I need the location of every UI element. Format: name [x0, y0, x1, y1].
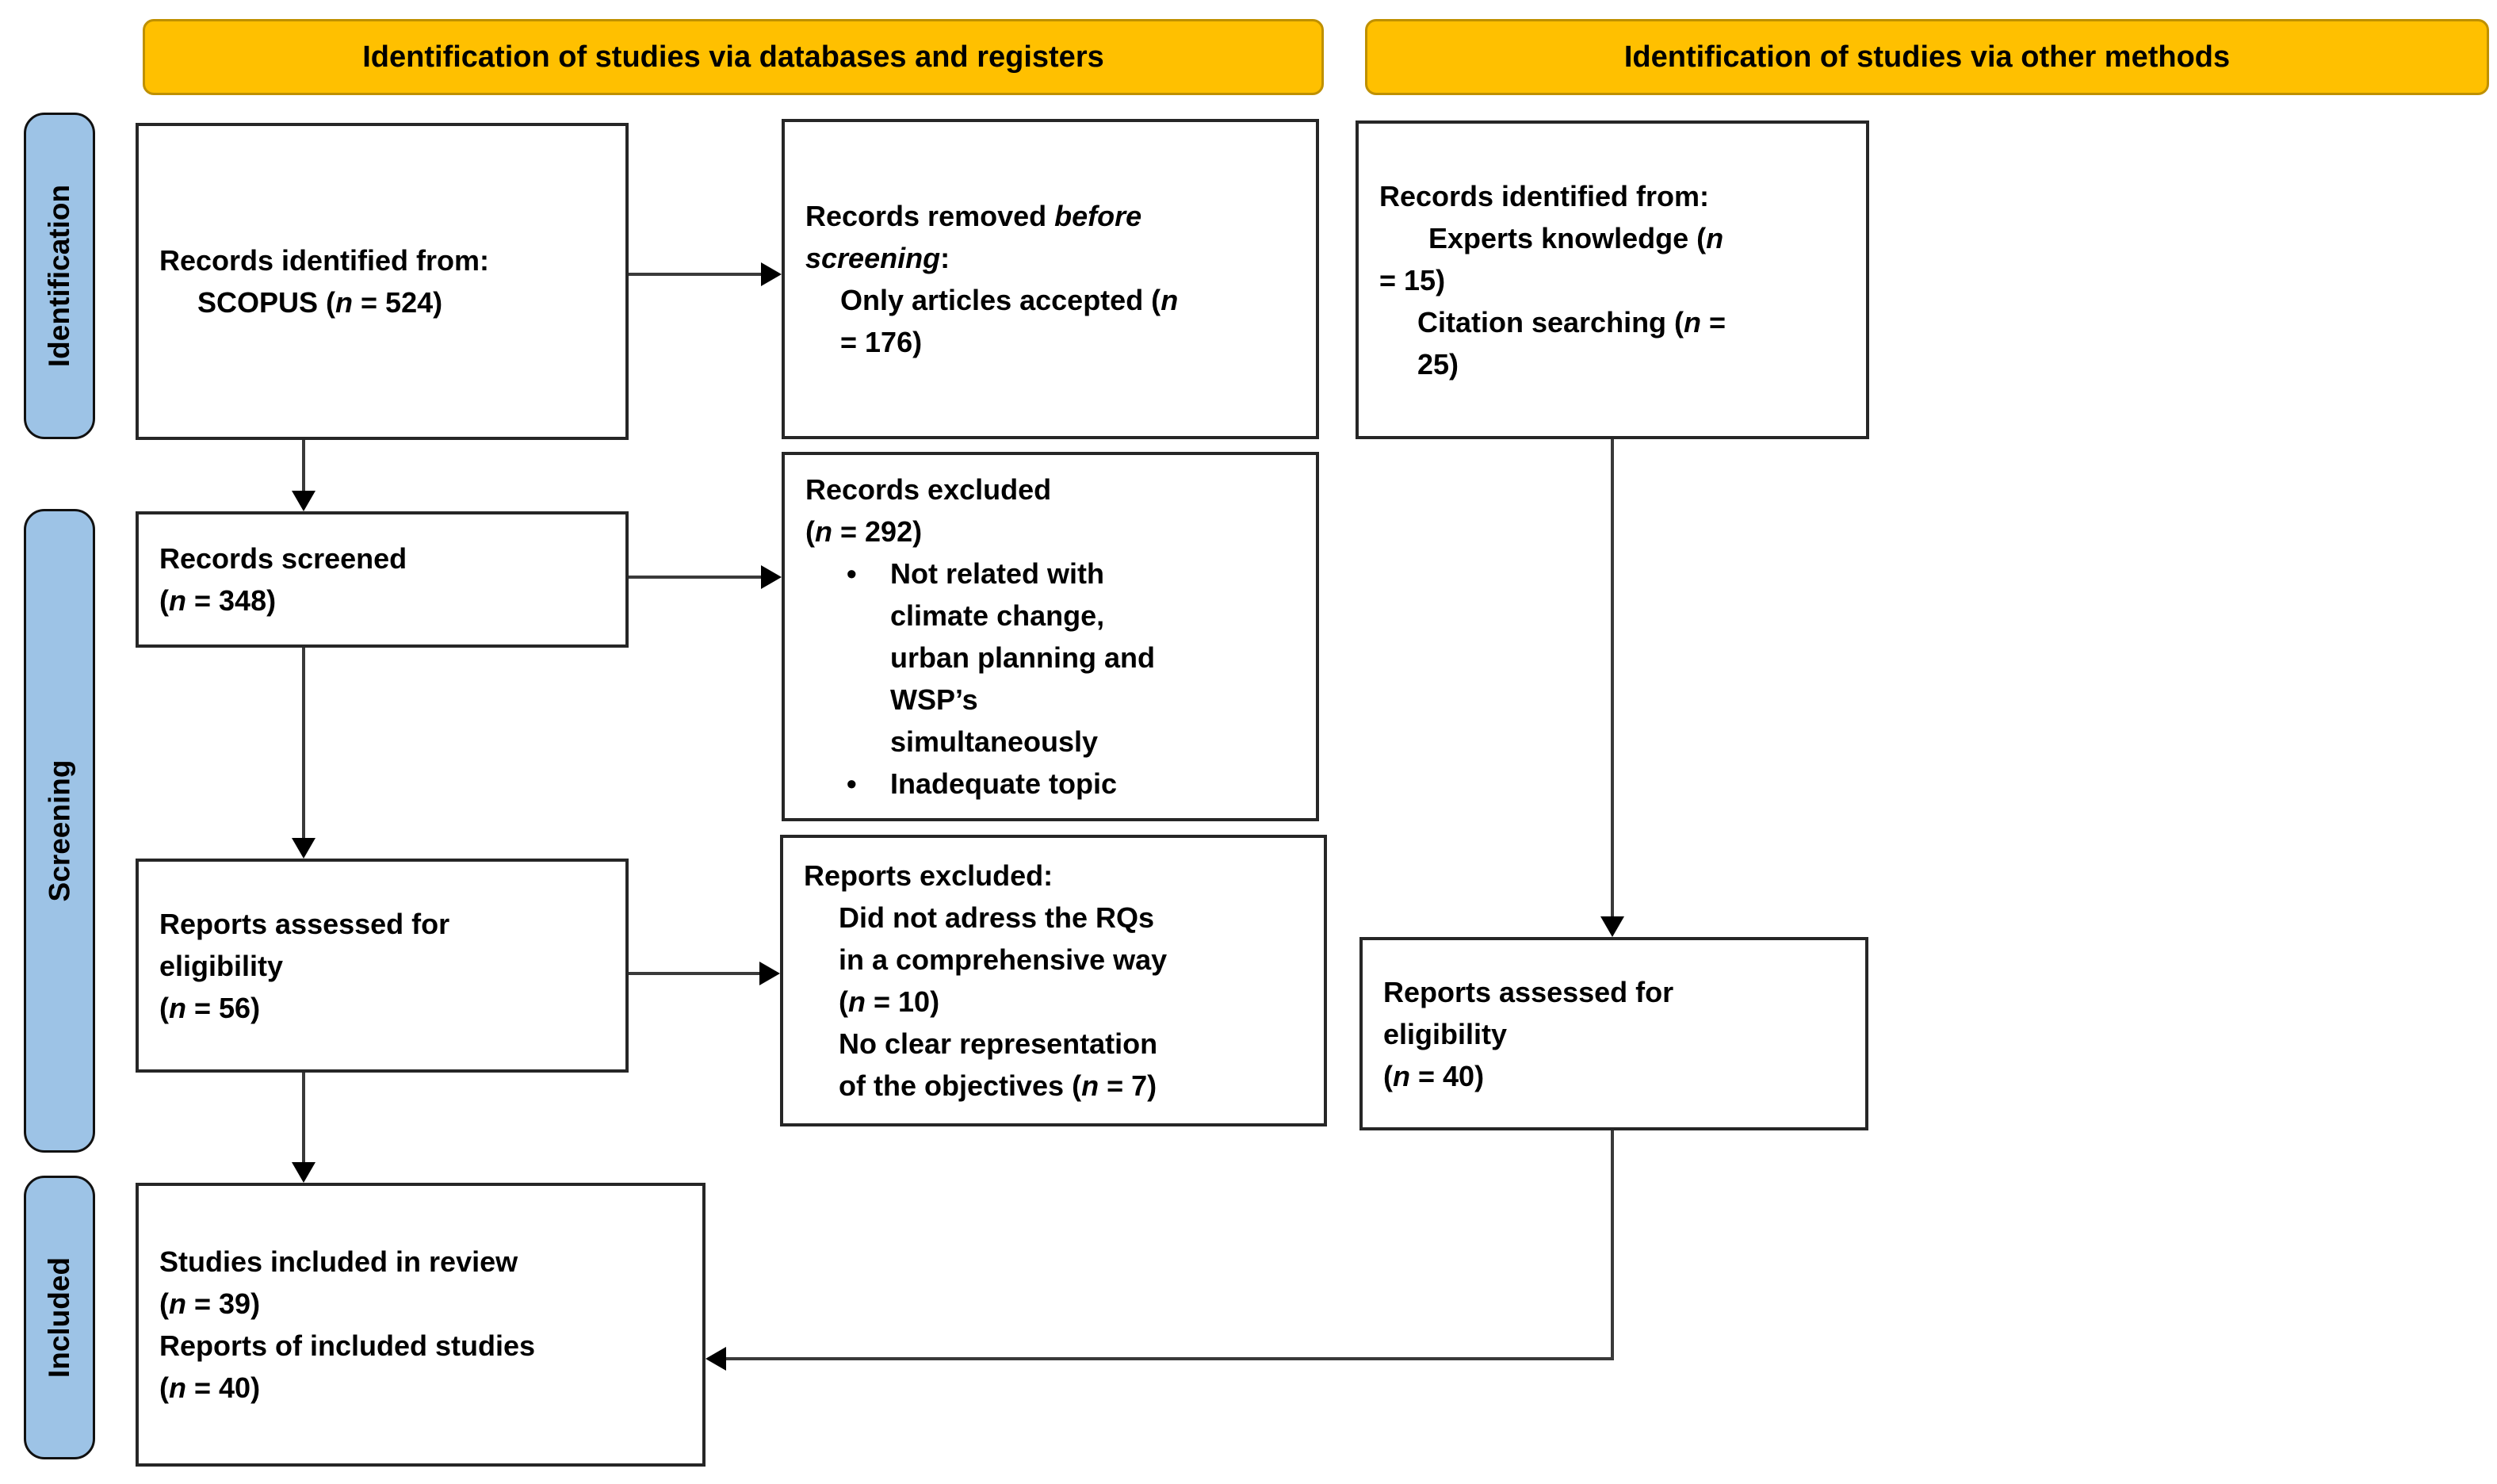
- text-line: of the objectives (n = 7): [839, 1069, 1157, 1102]
- text-line: WSP’s: [890, 683, 978, 716]
- box-records-identified-other: [1356, 120, 1869, 439]
- text-line: Reports assessed for: [1383, 975, 1674, 1008]
- text-line: screening:: [805, 242, 950, 274]
- box-reports-assessed-databases: [136, 859, 629, 1073]
- box-records-removed-before-screening: [782, 119, 1319, 439]
- text-line: Records excluded: [805, 473, 1052, 506]
- text-line: (n = 292): [805, 515, 923, 548]
- sidebar-identification: [24, 113, 95, 439]
- bullet-text: Not related with: [890, 557, 1105, 590]
- sidebar-screening-label: Screening: [43, 759, 75, 902]
- text-line: urban planning and: [890, 641, 1155, 674]
- text-line: Experts knowledge (n: [1428, 221, 1724, 254]
- text-line: SCOPUS (n = 524): [197, 286, 443, 319]
- box-records-screened: [136, 511, 629, 648]
- column-header-other-methods: [1365, 19, 2489, 95]
- box-records-identified-databases: [136, 123, 629, 440]
- text-line: 25): [1417, 347, 1459, 381]
- text-line: Records identified from:: [159, 244, 490, 277]
- text-line: Reports excluded:: [804, 859, 1053, 892]
- text-line: Records screened: [159, 542, 407, 575]
- text-line: in a comprehensive way: [839, 943, 1168, 976]
- sidebar-included: [24, 1176, 95, 1459]
- text-line: (n = 40): [159, 1371, 261, 1404]
- text-line: No clear representation: [839, 1027, 1158, 1060]
- box-reports-assessed-other: [1359, 937, 1868, 1130]
- text-line: Only articles accepted (n: [840, 284, 1179, 316]
- column-header-other-methods-label: Identification of studies via other methods: [1623, 40, 2231, 74]
- text-line: Records identified from:: [1379, 179, 1710, 212]
- text-line: Did not adress the RQs: [839, 901, 1155, 934]
- text-line: climate change,: [890, 599, 1105, 632]
- sidebar-included-label: Included: [43, 1256, 75, 1379]
- text-line: Studies included in review: [159, 1245, 518, 1278]
- box-studies-included: [136, 1183, 706, 1467]
- box-records-excluded: [782, 452, 1319, 821]
- text-line: = 15): [1379, 263, 1446, 296]
- text-line: (n = 348): [159, 584, 277, 617]
- text-line: simultaneously: [890, 725, 1099, 758]
- text-line: Reports of included studies: [159, 1329, 536, 1362]
- text-line: (n = 56): [159, 991, 261, 1024]
- column-header-databases: [143, 19, 1324, 95]
- text-line: Reports assessed for: [159, 907, 450, 940]
- text-line: eligibility: [159, 949, 284, 982]
- sidebar-screening: [24, 509, 95, 1153]
- text-line: [785, 553, 1316, 595]
- bullet-icon: •: [847, 767, 857, 800]
- text-line: Citation searching (n =: [1417, 305, 1726, 338]
- text-line: (n = 39): [159, 1287, 261, 1320]
- bullet-text: Inadequate topic: [890, 767, 1118, 800]
- column-header-databases-label: Identification of studies via databases and registers: [362, 40, 1104, 74]
- text-line: (n = 10): [839, 985, 940, 1018]
- sidebar-identification-label: Identification: [43, 184, 76, 368]
- box-reports-excluded: [780, 835, 1327, 1126]
- text-line: (n = 40): [1383, 1059, 1485, 1092]
- bullet-icon: •: [847, 557, 857, 590]
- text-line: Records removed before: [805, 200, 1142, 232]
- text-line: [785, 763, 1316, 805]
- text-line: eligibility: [1383, 1017, 1508, 1050]
- text-line: = 176): [840, 326, 923, 358]
